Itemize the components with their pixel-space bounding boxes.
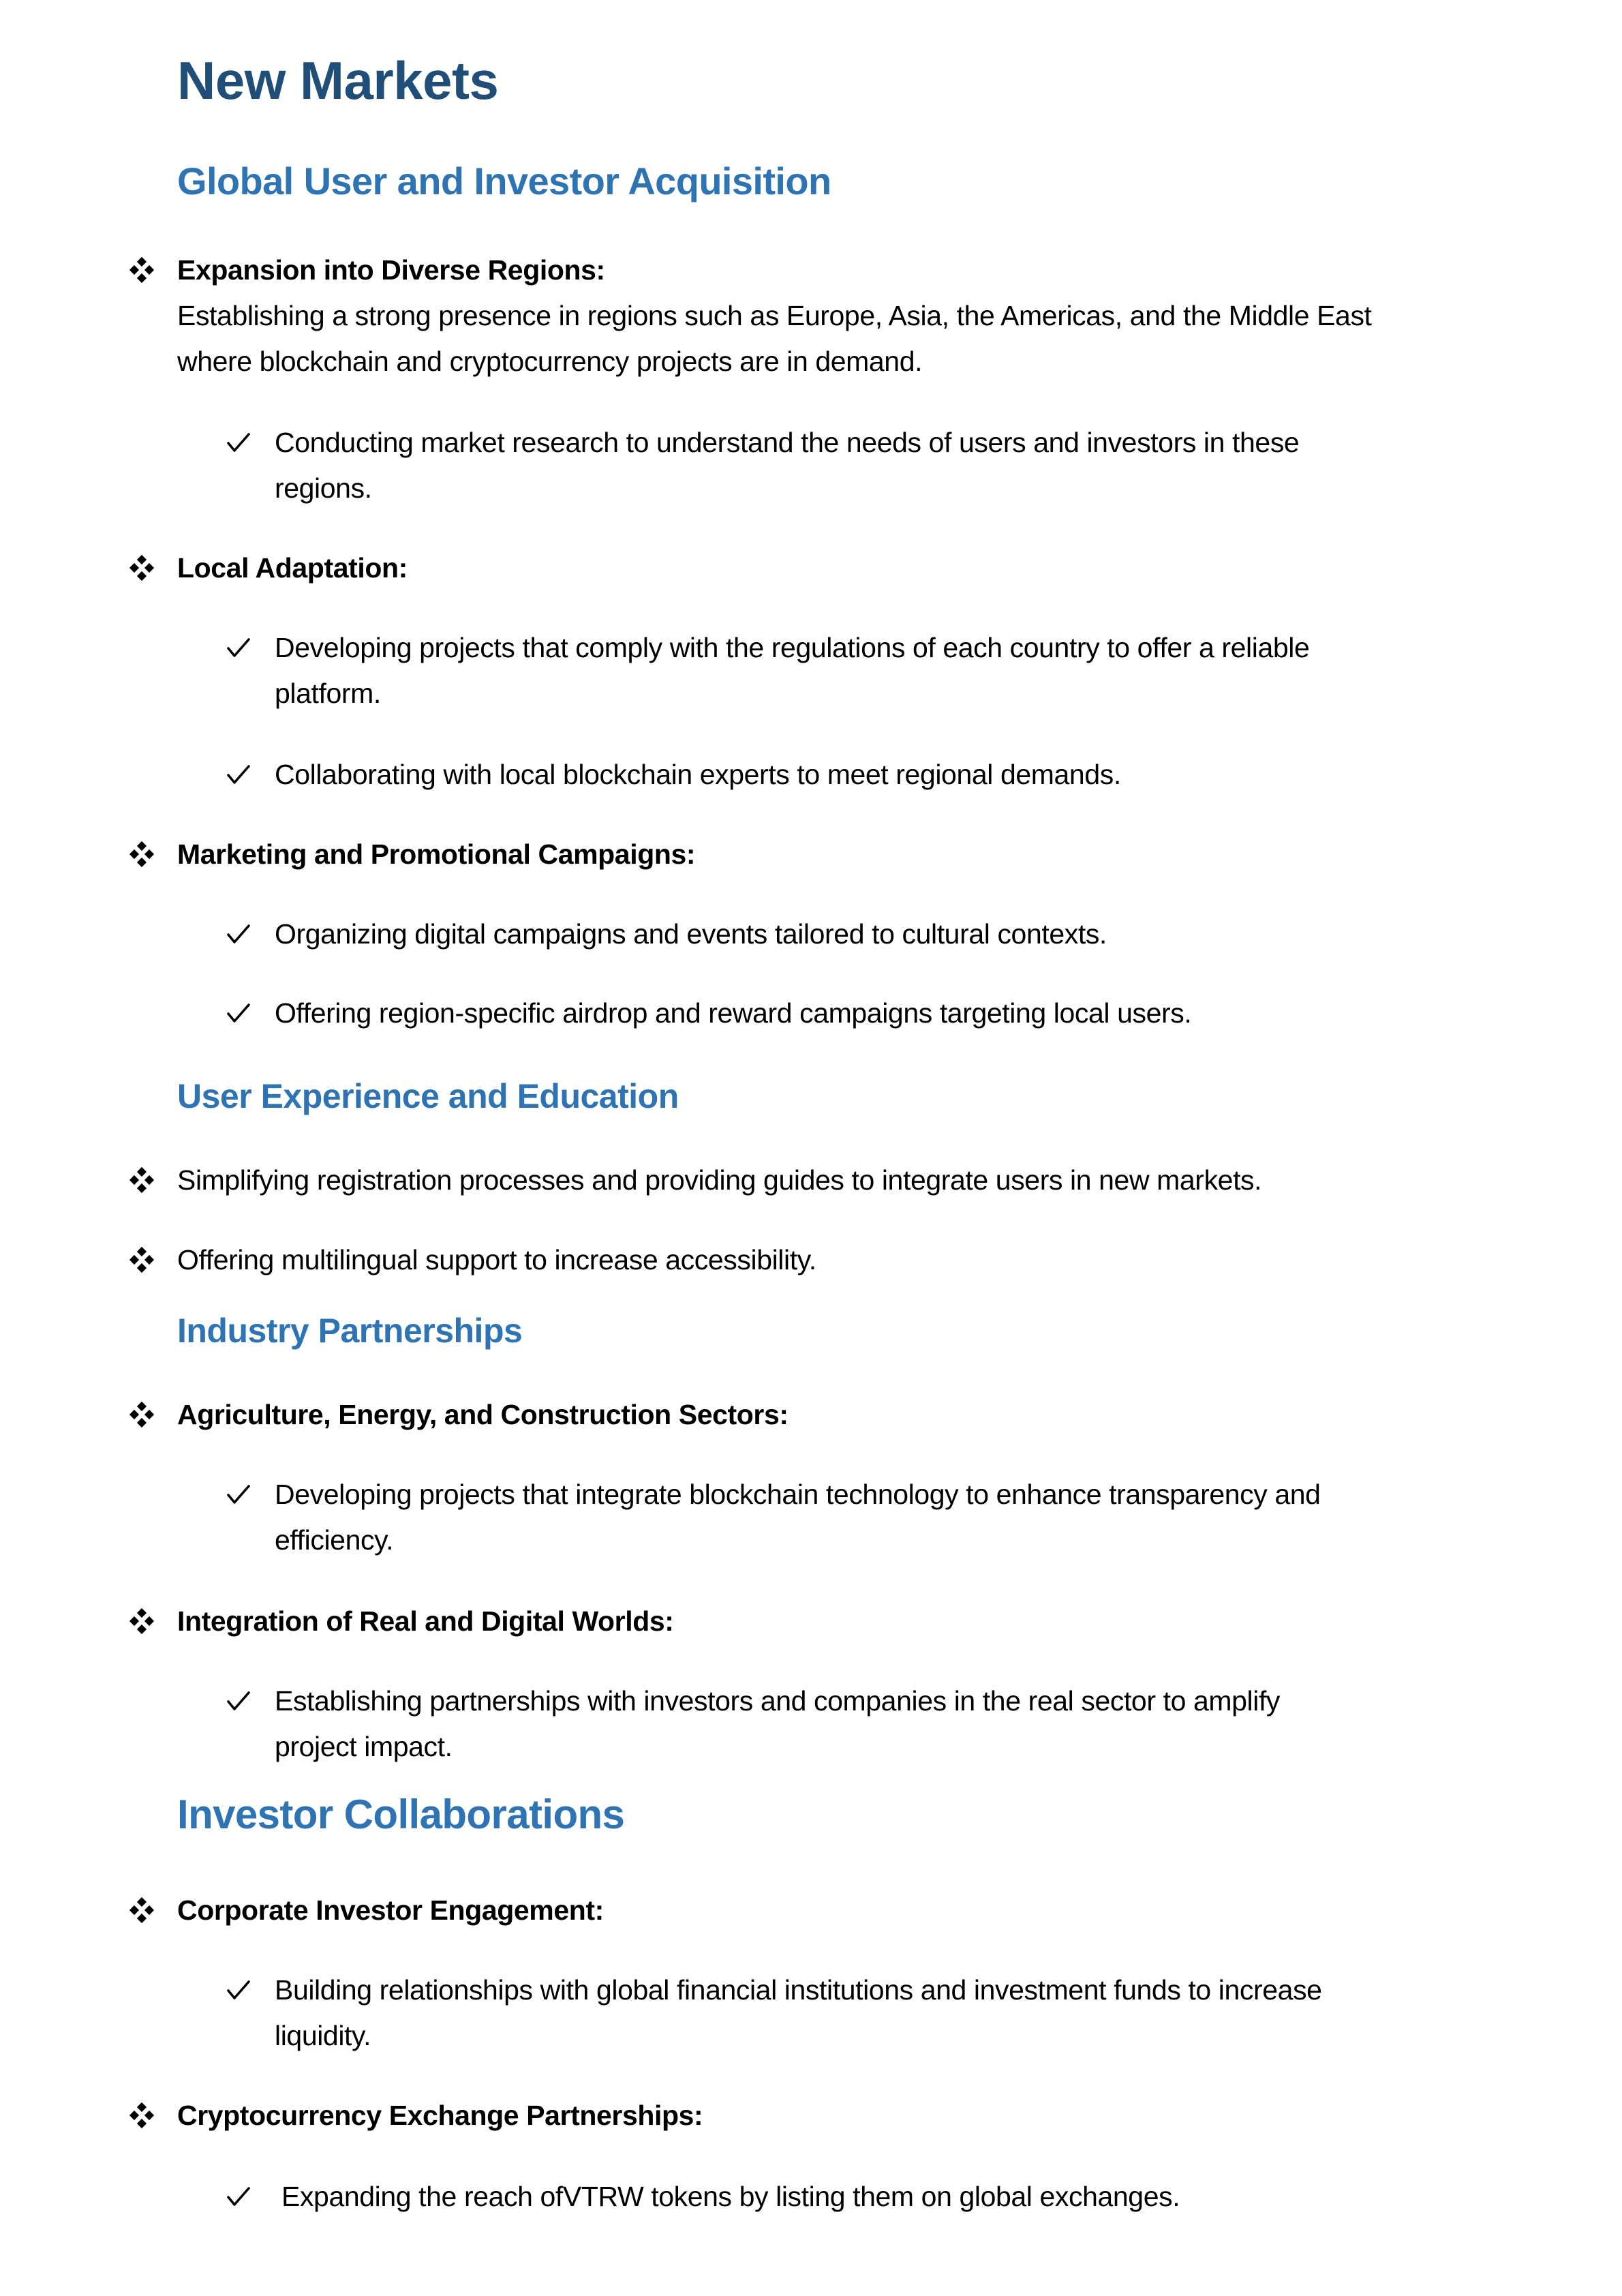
subitem-line: regions.	[275, 472, 372, 504]
section-heading-industry-partnerships: Industry Partnerships	[177, 1312, 523, 1350]
item-label-local-adaptation: Local Adaptation:	[177, 552, 408, 584]
checkmark-icon	[225, 1967, 252, 2012]
checkmark-icon	[225, 752, 252, 797]
checkmark-icon	[225, 2174, 252, 2219]
subitem-line: Developing projects that integrate blockchain technology to enhance transparency and	[275, 1479, 1321, 1510]
subitem-line: Establishing partnerships with investors and companies in the real sector to amplify	[275, 1685, 1281, 1717]
section-heading-global-acquisition: Global User and Investor Acquisition	[177, 160, 831, 202]
list-item: Simplifying registration processes and providing guides to integrate users in new markets.	[177, 1164, 1262, 1196]
checkmark-icon	[225, 991, 252, 1036]
checkmark-icon	[225, 625, 252, 670]
item-description-line: where blockchain and cryptocurrency projects are in demand.	[177, 346, 923, 377]
bullet-icon	[127, 247, 157, 292]
item-label-exchange-partnerships: Cryptocurrency Exchange Partnerships:	[177, 2100, 703, 2131]
subitem-line: Building relationships with global financial institutions and investment funds to increase	[275, 1974, 1322, 2006]
subitem-line: Developing projects that comply with the regulations of each country to offer a reliable	[275, 632, 1310, 663]
subitem-line: Conducting market research to understand the needs of users and investors in these	[275, 427, 1300, 458]
checkmark-icon	[225, 1678, 252, 1723]
checkmark-icon	[225, 420, 252, 465]
subitem-line: efficiency.	[275, 1524, 394, 1556]
section-heading-investor-collaborations: Investor Collaborations	[177, 1792, 625, 1837]
subitem-line: Organizing digital campaigns and events tailored to cultural contexts.	[275, 918, 1107, 950]
item-label-expansion: Expansion into Diverse Regions:	[177, 254, 605, 286]
subitem-line: project impact.	[275, 1731, 453, 1762]
item-label-corporate-investor: Corporate Investor Engagement:	[177, 1894, 604, 1926]
subitem-line: Collaborating with local blockchain experts to meet regional demands.	[275, 759, 1121, 790]
checkmark-icon	[225, 1472, 252, 1517]
bullet-icon	[127, 1392, 157, 1437]
list-item: Offering multilingual support to increase accessibility.	[177, 1244, 816, 1275]
item-label-marketing: Marketing and Promotional Campaigns:	[177, 839, 696, 870]
bullet-icon	[127, 2093, 157, 2138]
page-title: New Markets	[177, 50, 499, 110]
bullet-icon	[127, 1237, 157, 1282]
subitem-line: platform.	[275, 678, 381, 709]
bullet-icon	[127, 1888, 157, 1933]
item-label-sectors: Agriculture, Energy, and Construction Sectors:	[177, 1399, 789, 1430]
subitem-line: Expanding the reach ofVTRW tokens by listing them on global exchanges.	[281, 2181, 1180, 2212]
item-label-integration: Integration of Real and Digital Worlds:	[177, 1605, 674, 1637]
subitem-line: Offering region-specific airdrop and reward campaigns targeting local users.	[275, 997, 1192, 1029]
section-heading-user-experience: User Experience and Education	[177, 1077, 679, 1115]
subitem-line: liquidity.	[275, 2020, 371, 2051]
checkmark-icon	[225, 911, 252, 956]
bullet-icon	[127, 1599, 157, 1644]
bullet-icon	[127, 545, 157, 590]
bullet-icon	[127, 832, 157, 877]
item-description-line: Establishing a strong presence in regions such as Europe, Asia, the Americas, and the Middle East	[177, 300, 1372, 331]
bullet-icon	[127, 1158, 157, 1203]
